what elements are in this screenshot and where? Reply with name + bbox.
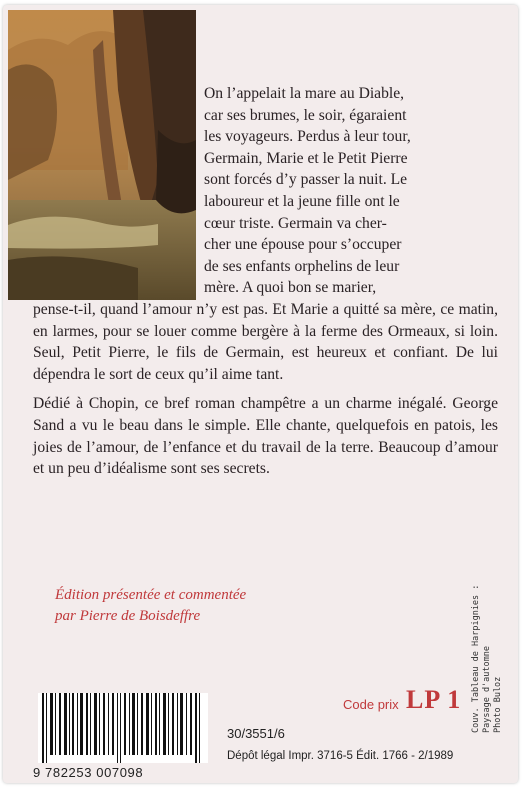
cover-credit-vertical: [471, 553, 504, 733]
synopsis-paragraph-1-continued: pense-t-il, quand l’amour n’y est pas. Et Marie a quitté sa mère, ce matin, en larmes, pour se louer comme bergère à la ferme des Ormeaux, si loin. Seul, Petit Pierre, le fils de Germain, est heureux et confiant. De lui dépendra le sort de ceux qu’il aime tant.: [33, 300, 498, 383]
synopsis-line: mère. A quoi bon se marier,: [204, 279, 377, 297]
barcode-number: 9 782253 007098: [33, 765, 144, 780]
synopsis-line: Germain, Marie et le Petit Pierre: [204, 149, 408, 167]
synopsis-line: cœur triste. Germain va cher-: [204, 214, 387, 232]
edition-line-1: Édition présentée et commentée: [55, 587, 247, 603]
reference-number: 30/3551/6: [227, 726, 285, 741]
price-code-label: Code prix: [343, 697, 399, 712]
synopsis-wrapped-lines: [33, 83, 498, 299]
edition-line-2: par Pierre de Boisdeffre: [55, 608, 201, 624]
price-code-value: LP 1: [406, 685, 462, 714]
synopsis-line: les voyageurs. Perdus à leur tour,: [204, 128, 411, 146]
legal-deposit: Dépôt légal Impr. 3716-5 Édit. 1766 - 2/1989: [227, 750, 454, 762]
synopsis: [33, 83, 498, 480]
back-cover: [3, 5, 518, 783]
synopsis-line: On l’appelait la mare au Diable,: [204, 85, 405, 102]
synopsis-line: de ses enfants orphelins de leur: [204, 257, 400, 275]
barcode-icon: [38, 693, 208, 763]
synopsis-line: cher une épouse pour s’occuper: [204, 236, 402, 254]
cover-credit-line-2: Photo Buloz: [493, 676, 503, 733]
synopsis-line: laboureur et la jeune fille ont le: [204, 192, 400, 210]
synopsis-line: sont forcés d’y passer la nuit. Le: [204, 171, 408, 189]
edition-credit: [55, 585, 246, 627]
synopsis-paragraph-2: Dédié à Chopin, ce bref roman champêtre a un charme inégalé. George Sand a vu le beau dans le simple. Elle chante, quelquefois en patois, les joies de l’amour, de l’enfance et du travail de la terre. Beaucoup d’amour et un peu d’idéalisme sont ses secrets.: [33, 395, 498, 478]
synopsis-line: car ses brumes, le soir, égaraient: [204, 106, 407, 124]
cover-credit-line-1: Couv. Tableau de Harpignies : Paysage d'automne: [471, 584, 492, 733]
barcode: [38, 693, 208, 763]
